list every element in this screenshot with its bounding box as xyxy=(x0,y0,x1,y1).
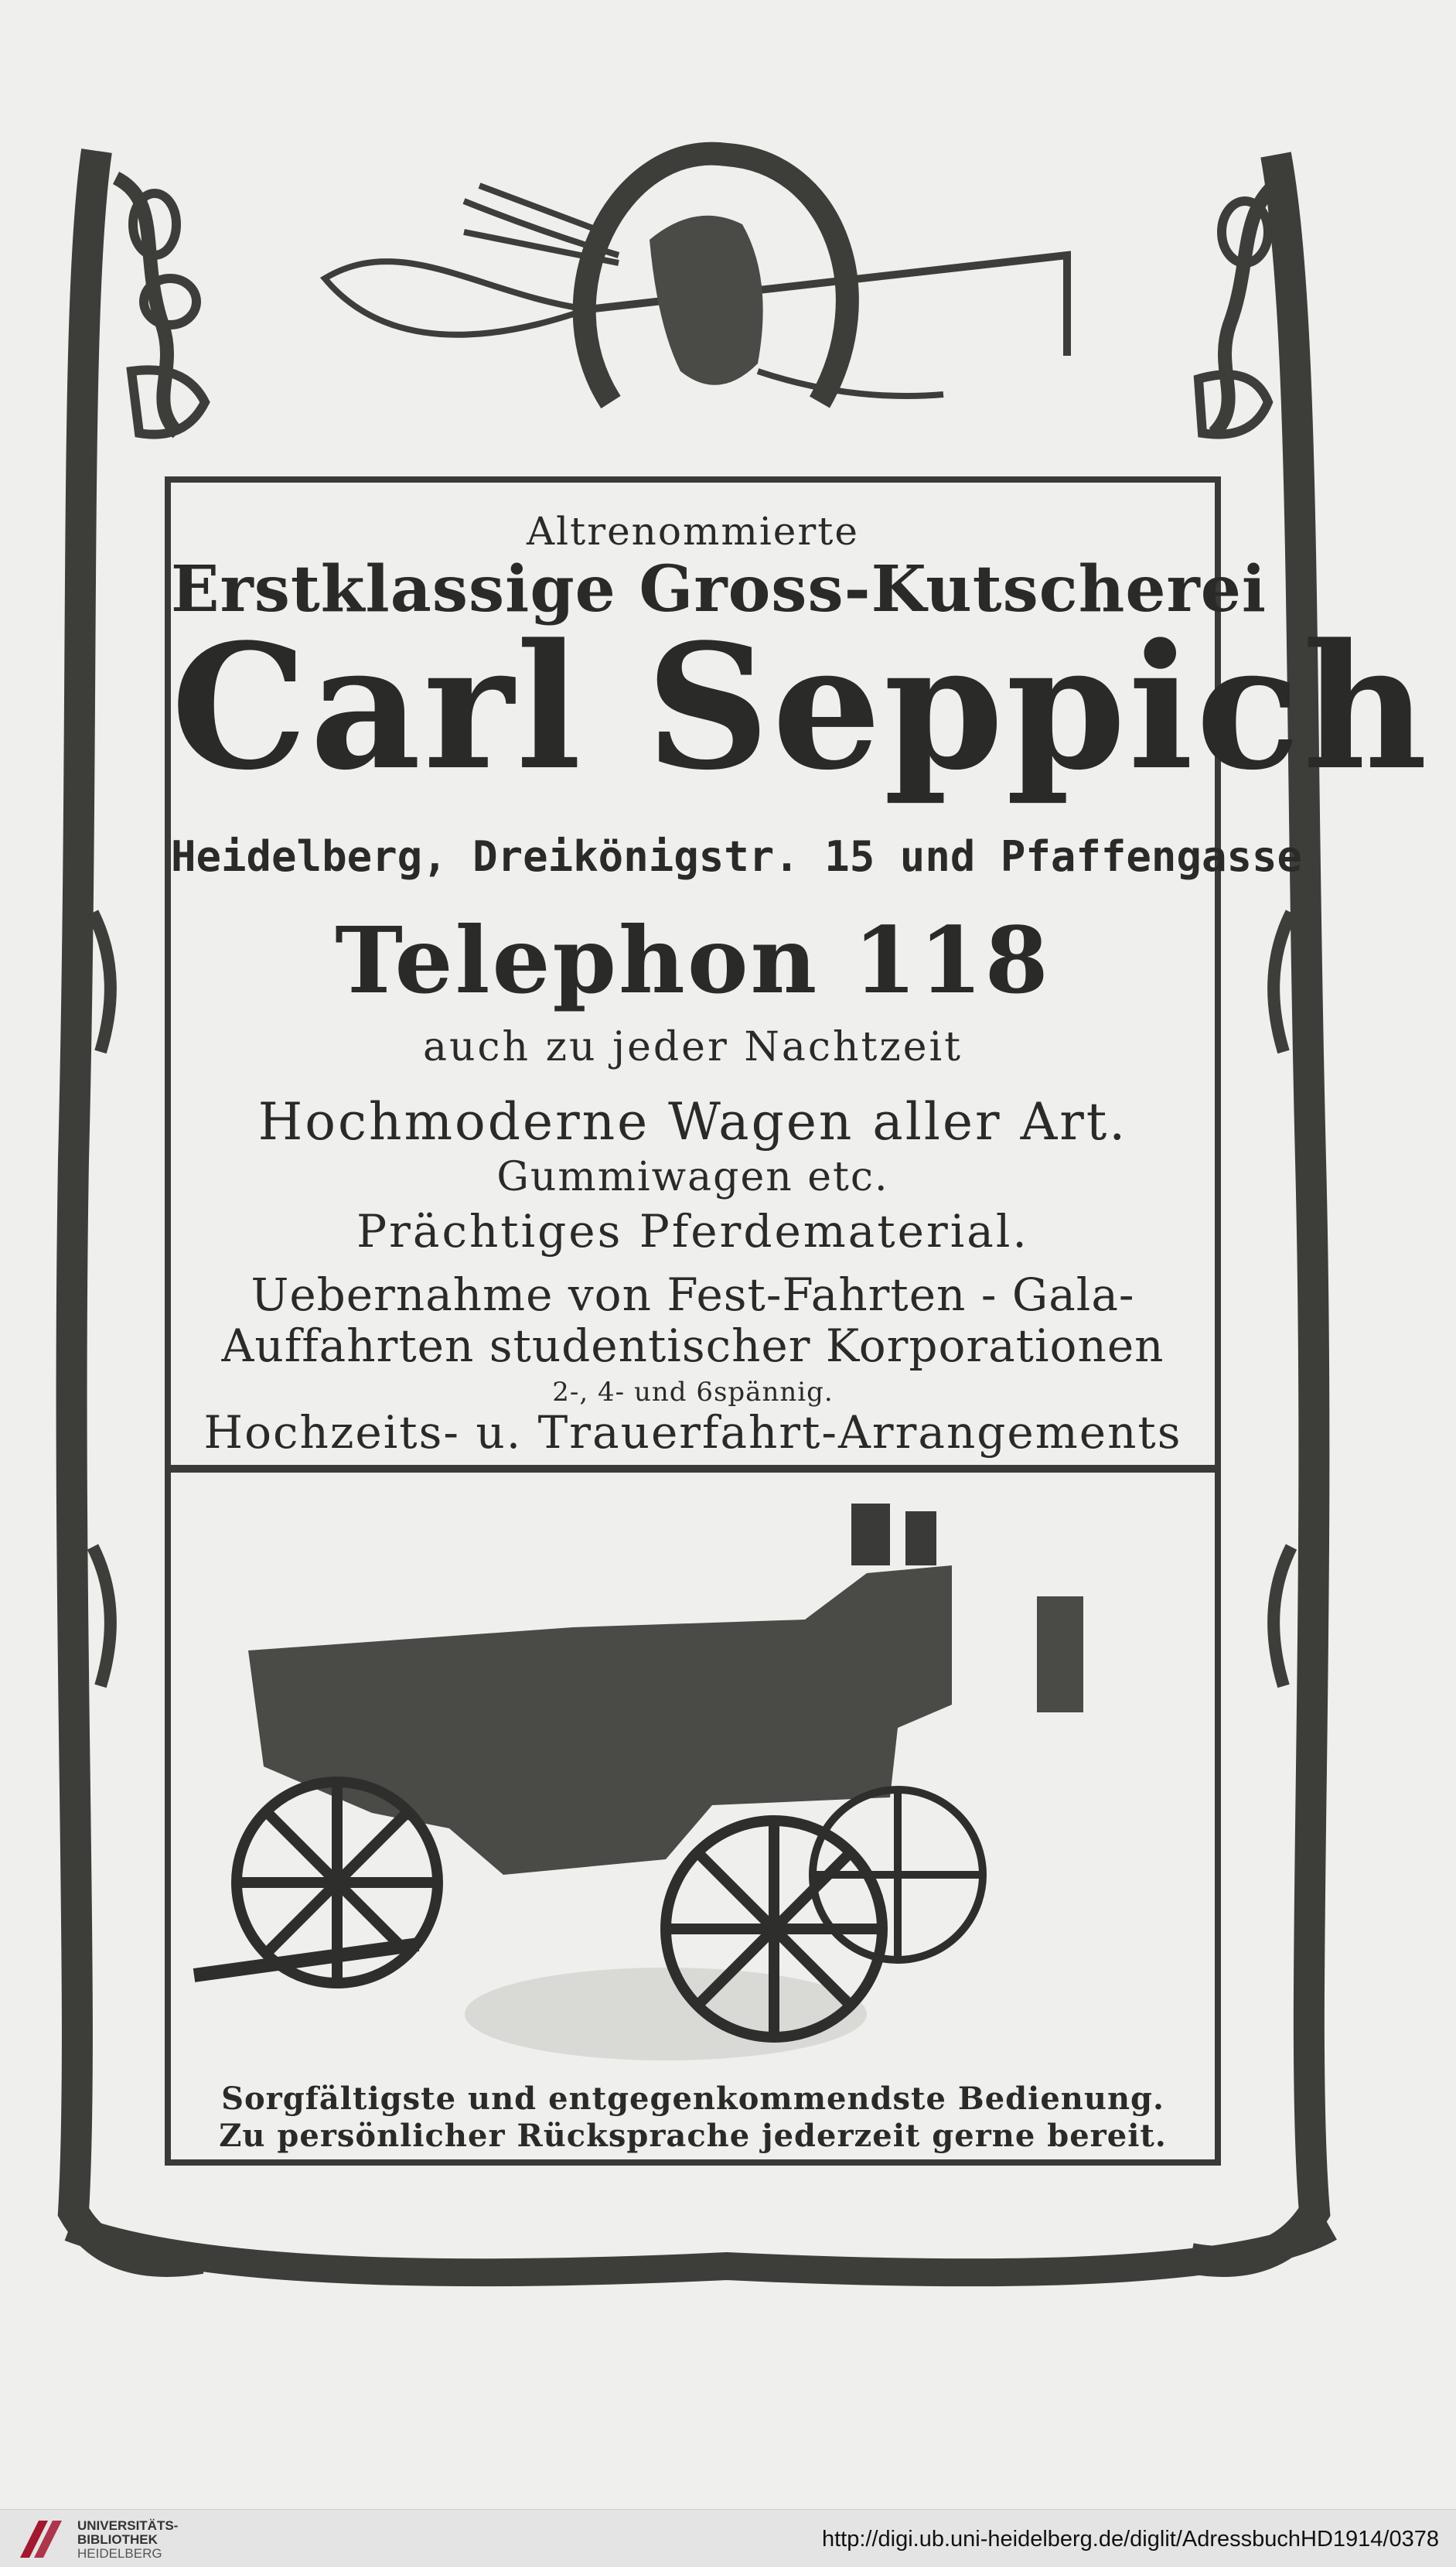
telephone: Telephon 118 xyxy=(335,906,1051,1014)
owner-name: Carl Seppich xyxy=(171,607,1430,808)
consultation-line: Zu persönlicher Rücksprache jederzeit gerne bereit. xyxy=(219,2118,1167,2154)
logo-line-2: BIBLIOTHEK xyxy=(77,2532,158,2547)
address: Heidelberg, Dreikönigstr. 15 und Pfaffengasse xyxy=(171,832,1302,881)
lamp-left-icon xyxy=(851,1504,890,1565)
library-logo-icon[interactable] xyxy=(15,2516,66,2562)
carriage-panel xyxy=(165,1466,1221,2166)
logo-line-1: UNIVERSITÄTS- xyxy=(77,2518,179,2533)
left-leaf-icon xyxy=(93,913,111,1052)
weddings-line: Hochzeits- u. Trauerfahrt-Arrangements xyxy=(203,1406,1182,1459)
service-line: Sorgfältigste und entgegenkommendste Bedienung. xyxy=(221,2081,1164,2117)
carriage-shadow xyxy=(465,1968,867,2060)
text-panel xyxy=(165,476,1430,1471)
business-type: Erstklassige Gross-Kutscherei xyxy=(171,552,1267,626)
right-leaf-icon-2 xyxy=(1274,1547,1291,1686)
service-footer xyxy=(165,2065,1221,2166)
laurel-right-icon xyxy=(758,371,943,396)
logo-line-3: HEIDELBERG xyxy=(77,2546,162,2561)
intro-line: Altrenommierte xyxy=(527,509,859,554)
festivals-line: Uebernahme von Fest-Fahrten - Gala- xyxy=(251,1268,1135,1321)
source-url-link[interactable]: http://digi.ub.uni-heidelberg.de/diglit/AdressbuchHD1914/0378 xyxy=(821,2527,1439,2552)
frame-bottom-ribbon xyxy=(70,2227,1330,2272)
horses-line: Prächtiges Pferdematerial. xyxy=(356,1205,1029,1258)
lamp-right-icon xyxy=(905,1511,936,1565)
right-leaf-icon xyxy=(1274,913,1291,1052)
whip-icon xyxy=(325,261,588,335)
rubber-wagons-line: Gummiwagen etc. xyxy=(496,1154,889,1200)
carriage-body xyxy=(248,1565,952,1875)
teams-line: 2-, 4- und 6spännig. xyxy=(552,1377,834,1408)
front-wheel xyxy=(666,1821,882,2037)
library-logo-text[interactable] xyxy=(77,2519,178,2561)
coachman-seat xyxy=(1037,1596,1083,1712)
far-front-wheel xyxy=(813,1790,983,1960)
left-leaf-icon-2 xyxy=(93,1547,111,1686)
night-service: auch zu jeder Nachtzeit xyxy=(422,1024,963,1070)
student-rides-line: Auffahrten studentischer Korporationen xyxy=(221,1319,1164,1372)
horse-head-icon xyxy=(650,216,763,385)
wagons-line: Hochmoderne Wagen aller Art. xyxy=(257,1092,1128,1152)
carriage-illustration xyxy=(171,1473,1215,2159)
library-footer-bar xyxy=(0,2509,1456,2567)
